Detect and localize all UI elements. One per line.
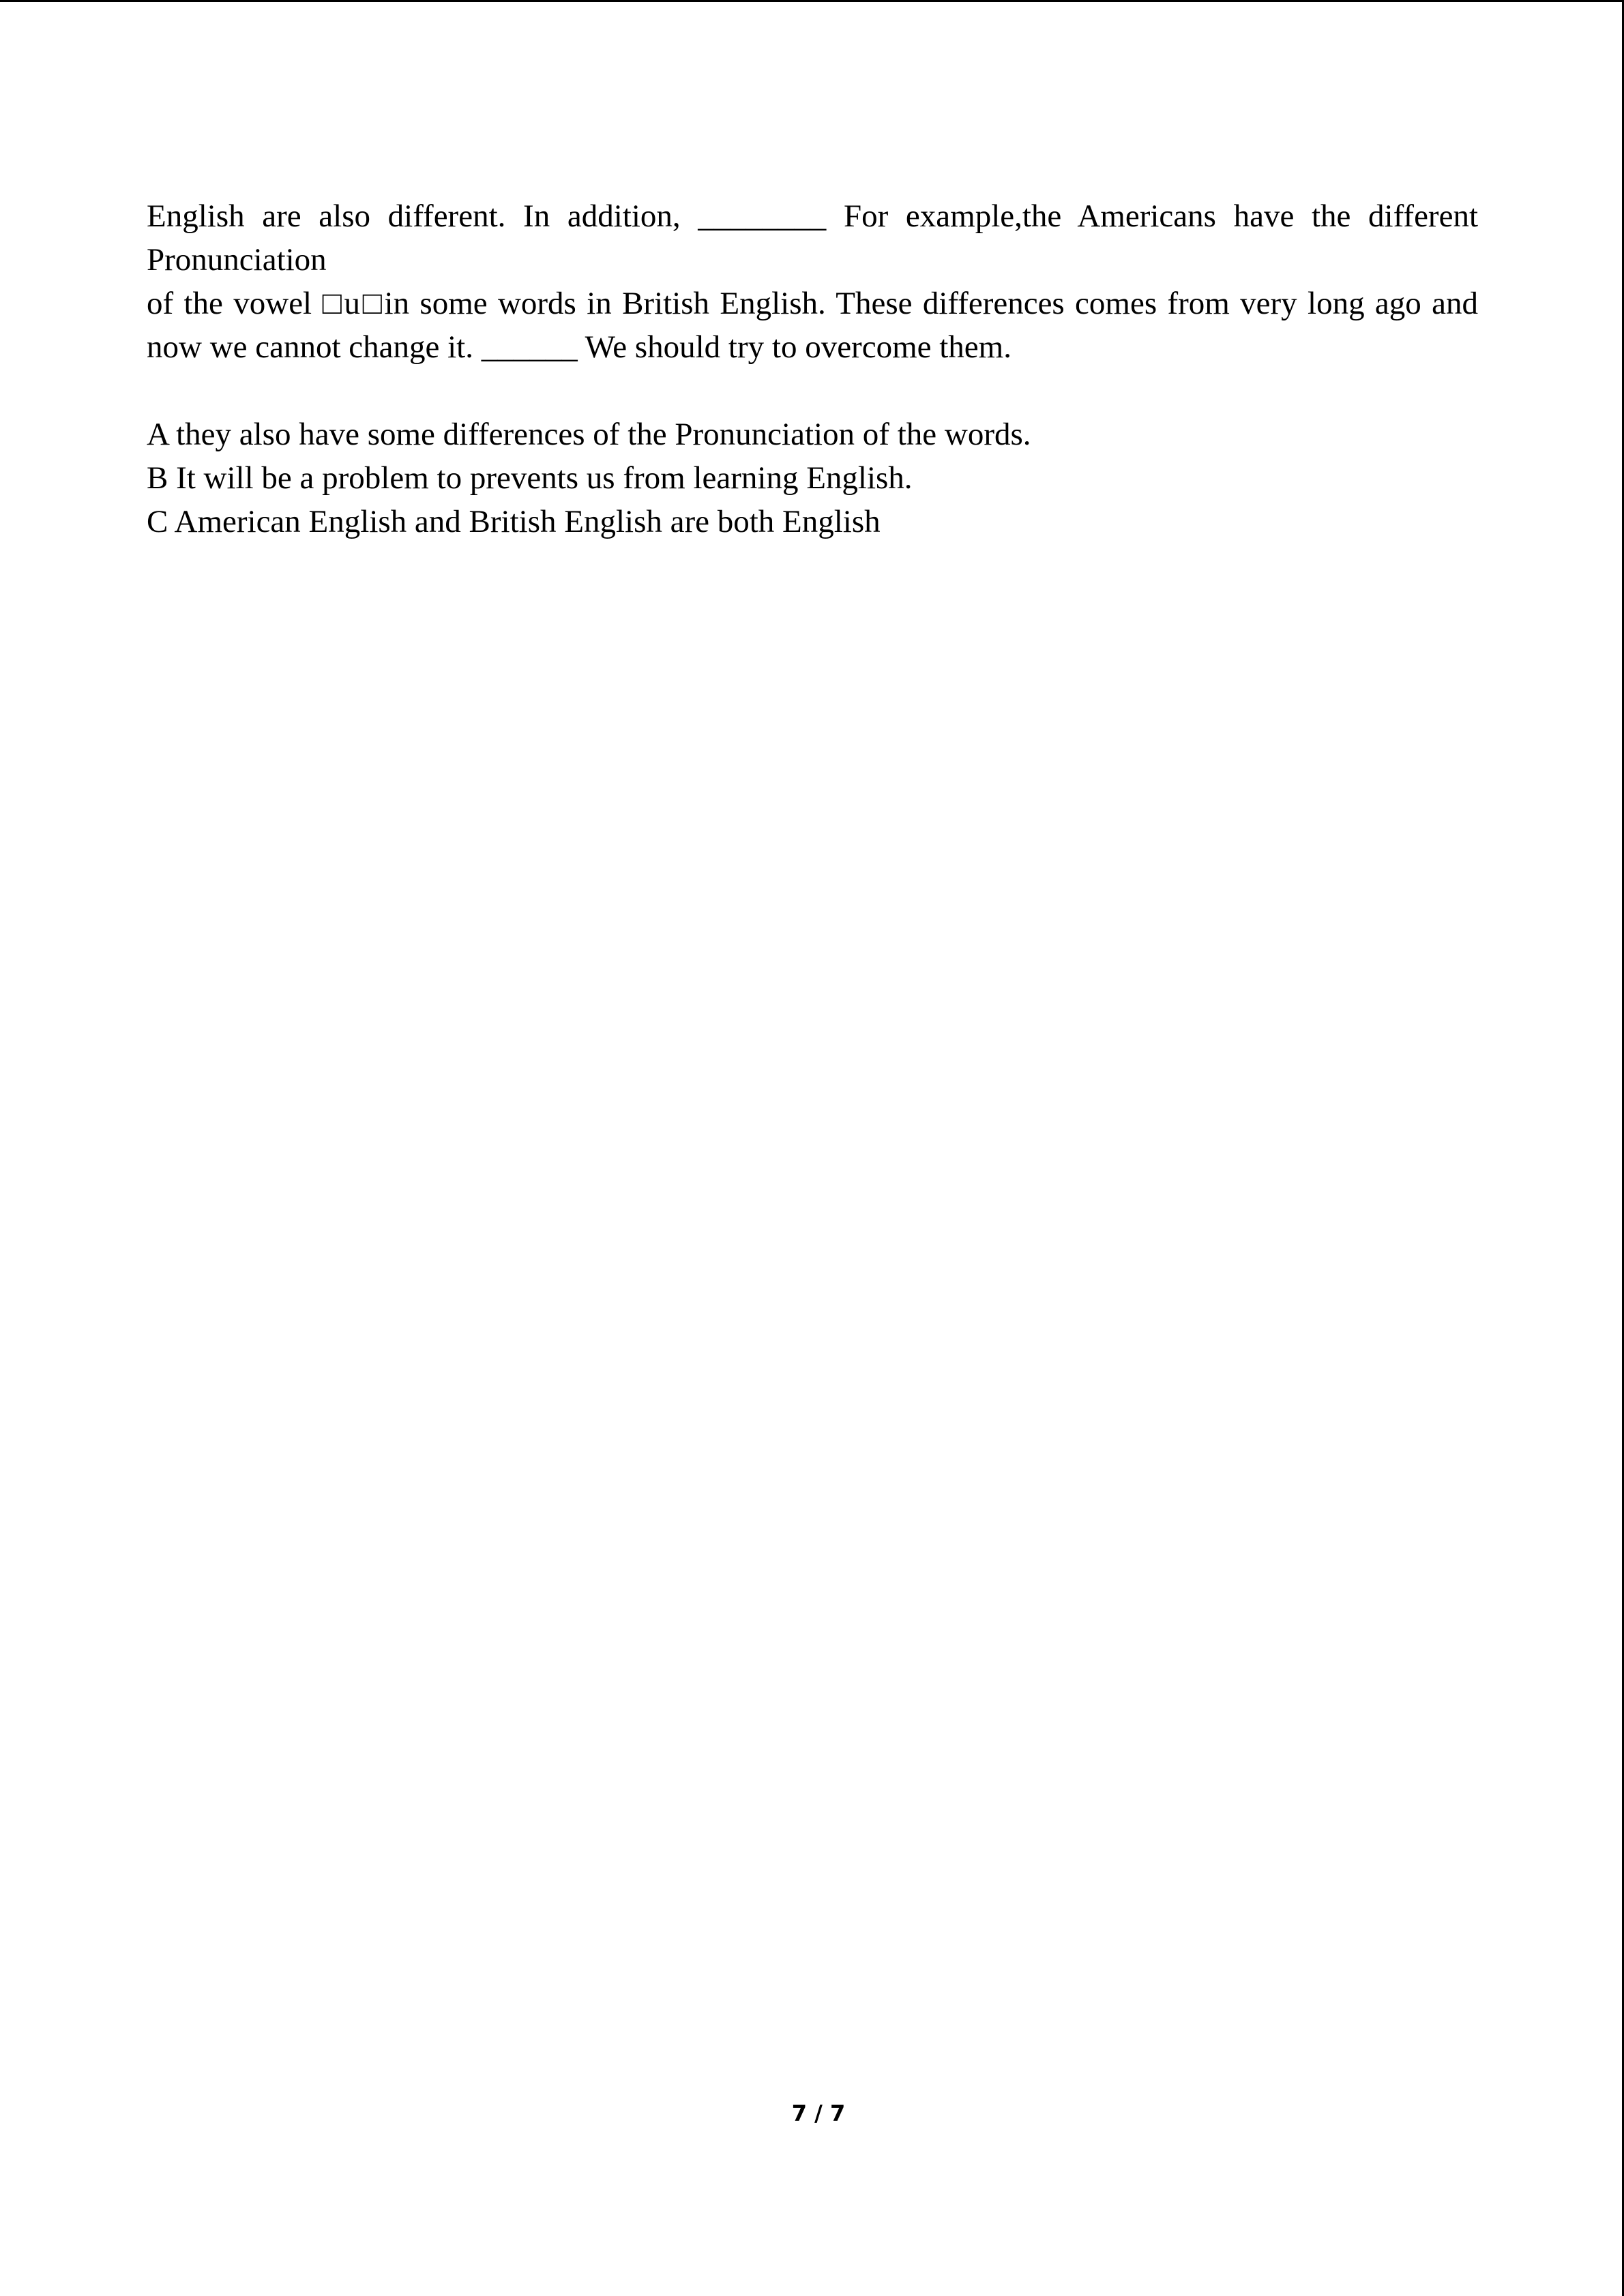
page-number: 7 / 7 bbox=[791, 2100, 846, 2126]
option-a: A they also have some differences of the Pronunciation of the words. bbox=[147, 417, 1031, 452]
page-content bbox=[147, 194, 1478, 543]
option-c: C American English and British English are both English bbox=[147, 504, 881, 539]
passage-line: Pronunciation bbox=[147, 242, 327, 278]
passage-line: now we cannot change it. ______ We should try to overcome them. bbox=[147, 329, 1012, 365]
answer-options bbox=[147, 413, 1478, 543]
option-b: B It will be a problem to prevents us from learning English. bbox=[147, 460, 913, 496]
passage-line: English are also different. In addition, ________ For example,the Americans have the different bbox=[147, 198, 1478, 234]
page-border-top bbox=[0, 0, 1624, 2]
passage-line: of the vowel □u□in some words in British English. These differences comes from very long ago and bbox=[147, 286, 1478, 321]
spacer bbox=[147, 369, 1478, 413]
passage bbox=[147, 194, 1478, 369]
